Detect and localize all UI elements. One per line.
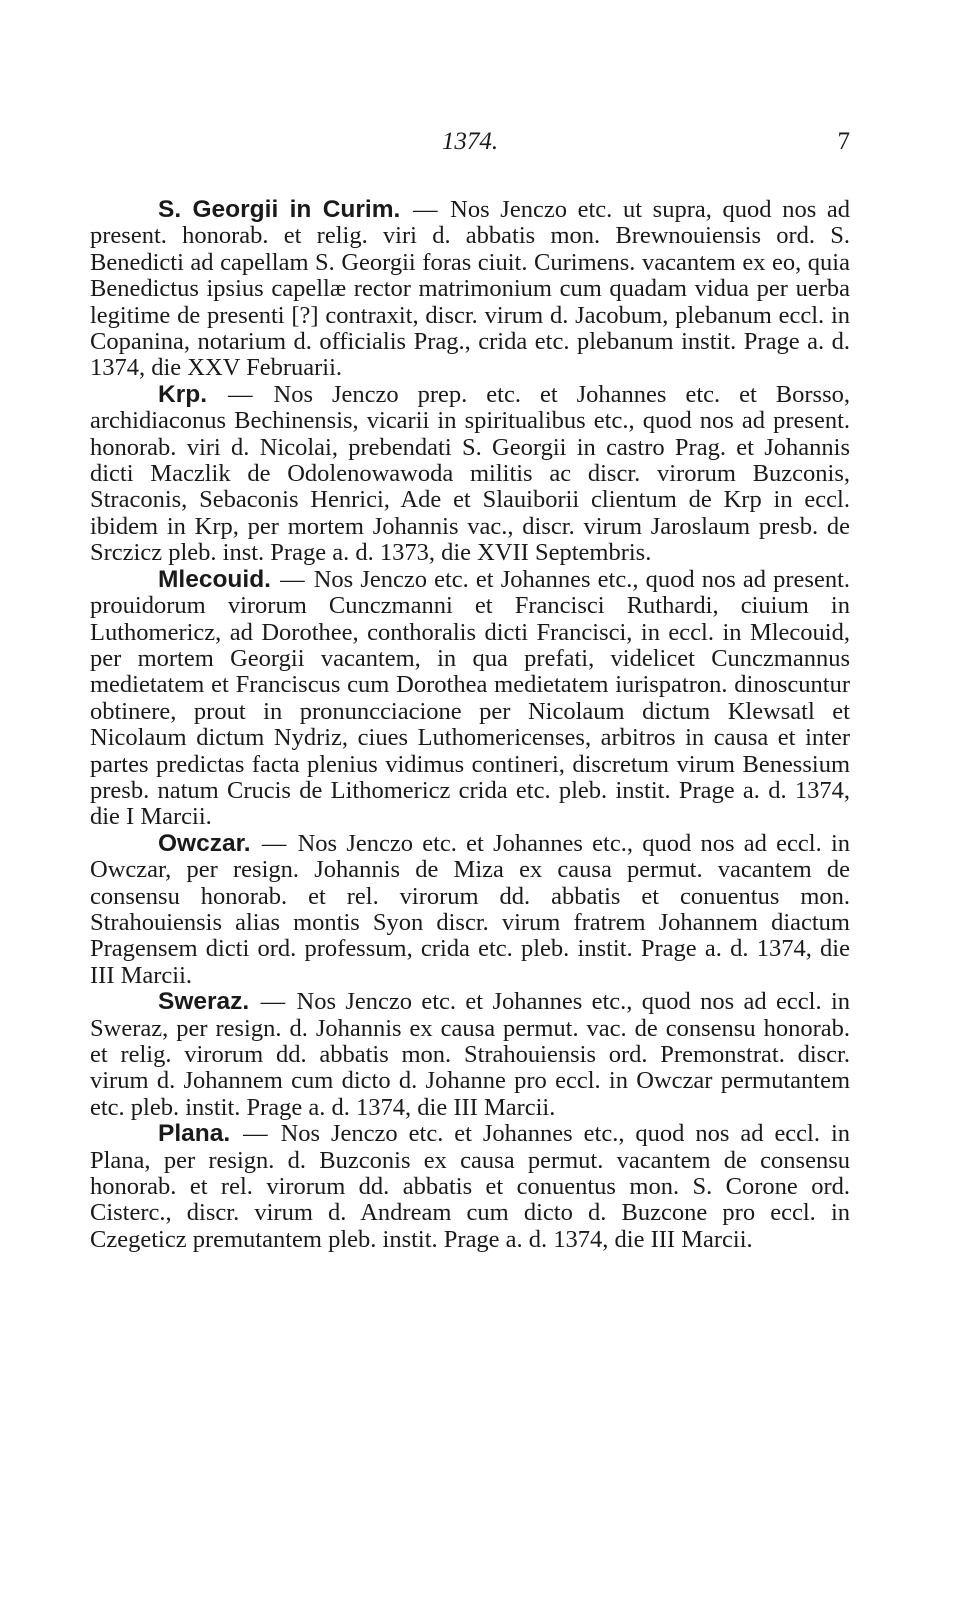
entry-sweraz: Sweraz. — Nos Jenczo etc. et Johannes etc., quod nos ad eccl. in Sweraz, per resign. d. Johannis ex causa permut. vac. de consensu honorab. et relig. virorum dd. abbatis mon. Strahouiensis ord. Premonstrat. discr. virum d. Johannem cum dicto d. Johanne pro eccl. in Owczar permutantem etc. pleb. instit. Prage a. d. 1374, die III Marcii. <box>90 988 851 1121</box>
entry-mlecouid: Mlecouid. — Nos Jenczo etc. et Johannes etc., quod nos ad present. prouidorum virorum Cunczmanni et Francisci Ruthardi, ciuium in Luthomericz, ad Dorothee, conthoralis dicti Francisci, in eccl. in Mlecouid, per mortem Georgii vacantem, in qua prefati, videlicet Cunczmannus medietatem et Franciscus cum Dorothea medietatem iurispatron. dinoscuntur obtinere, prout in pronuncciacione per Nicolaum dictum Klewsatl et Nicolaum dictum Nydriz, ciues Luthomericenses, arbitros in causa et inter partes predictas facta plenius vidimus contineri, discretum virum Benessium presb. natum Crucis de Lithomericz crida etc. pleb. instit. Prage a. d. 1374, die I Marcii. <box>90 565 850 831</box>
entry-owczar: Owczar. — Nos Jenczo etc. et Johannes etc., quod nos ad eccl. in Owczar, per resign. Johannis de Miza ex causa permut. vacantem de consensu honorab. et rel. virorum dd. abbatis et conuentus mon. Strahouiensis alias montis Syon discr. virum fratrem Johannem diactum Pragensem dicti ord. professum, crida etc. pleb. instit. Prage a. d. 1374, die III Marcii. <box>90 829 850 989</box>
entry-krp: Krp. — Nos Jenczo prep. etc. et Johannes etc. et Borsso, archidiaconus Bechinensis, vicarii in spiritualibus etc., quod nos ad present. honorab. viri d. Nicolai, prebendati S. Georgii in castro Prag. et Johannis dicti Maczlik de Odolenowawoda militis ac discr. virorum Buzconis, Straconis, Sebaconis Henrici, Ade et Slauiborii clientum de Krp in eccl. ibidem in Krp, per mortem Johannis vac., discr. virum Jaroslaum presb. de Srczicz pleb. inst. Prage a. d. 1373, die XVII Septembris. <box>90 380 851 567</box>
page-number: 7 <box>837 128 850 155</box>
entry-text: Nos Jenczo etc. et Johannes etc., quod nos ad eccl. in Sweraz, per resign. d. Johannis ex causa permut. vac. de consensu honorab. et relig. virorum dd. abbatis mon. Strahouiensis ord. Premonstrat. discr. virum d. Johannem cum dicto d. Johanne pro eccl. in Owczar permutantem etc. pleb. instit. Prage a. d. 1374, die III Marcii. <box>90 988 851 1121</box>
entry-lemma: Plana. <box>158 1120 231 1148</box>
entry-lemma: Sweraz. <box>158 988 250 1016</box>
entry-text: Nos Jenczo prep. etc. et Johannes etc. et Borsso, archidiaconus Bechinensis, vicarii in spiritualibus etc., quod nos ad present. honorab. viri d. Nicolai, prebendati S. Georgii in castro Prag. et Johannis dicti Maczlik de Odolenowawoda militis ac discr. virorum Buzconis, Straconis, Sebaconis Henrici, Ade et Slauiborii clientum de Krp in eccl. ibidem in Krp, per mortem Johannis vac., discr. virum Jaroslaum presb. de Srczicz pleb. inst. Prage a. d. 1373, die XVII Septembris. <box>90 380 851 567</box>
entry-text: Nos Jenczo etc. et Johannes etc., quod nos ad eccl. in Owczar, per resign. Johannis de Miza ex causa permut. vacantem de consensu honorab. et rel. virorum dd. abbatis et conuentus mon. Strahouiensis alias montis Syon discr. virum fratrem Johannem diactum Pragensem dicti ord. professum, crida etc. pleb. instit. Prage a. d. 1374, die III Marcii. <box>90 829 850 989</box>
entry-plana: Plana. — Nos Jenczo etc. et Johannes etc., quod nos ad eccl. in Plana, per resign. d. Buzconis ex causa permut. vacantem de consensu honorab. et rel. virorum dd. abbatis et conuentus mon. S. Corone ord. Cisterc., discr. virum d. Andream cum dicto d. Buzcone pro eccl. in Czegeticz premutantem pleb. instit. Prage a. d. 1374, die III Marcii. <box>90 1120 851 1253</box>
entry-s-georgii-in-curim: S. Georgii in Curim. — Nos Jenczo etc. ut supra, quod nos ad present. honorab. et relig. viri d. abbatis mon. Brewnouiensis ord. S. Benedicti ad capellam S. Georgii foras ciuit. Curimens. vacantem ex eo, quia Benedictus ipsius capellæ rector matrimonium cum quadam vidua per uerba legitime de presenti [?] contraxit, discr. virum d. Jacobum, plebanum eccl. in Copanina, notarium d. officialis Prag., crida etc. plebanum instit. Prage a. d. 1374, die XXV Februarii. <box>90 196 851 382</box>
entry-text: Nos Jenczo etc. et Johannes etc., quod nos ad present. prouidorum virorum Cunczmanni et Francisci Ruthardi, ciuium in Luthomericz, ad Dorothee, conthoralis dicti Francisci, in eccl. in Mlecouid, per mortem Georgii vacantem, in qua prefati, videlicet Cunczmannus medietatem et Franciscus cum Dorothea medietatem iurispatron. dinoscuntur obtinere, prout in pronuncciacione per Nicolaum dictum Klewsatl et Nicolaum dictum Nydriz, ciues Luthomericenses, arbitros in causa et inter partes predictas facta plenius vidimus contineri, discretum virum Benessium presb. natum Crucis de Lithomericz crida etc. pleb. instit. Prage a. d. 1374, die I Marcii. <box>90 565 850 831</box>
entry-lemma: Krp. <box>158 380 207 408</box>
page-year: 1374. <box>441 128 499 155</box>
entry-text: Nos Jenczo etc. ut supra, quod nos ad present. honorab. et relig. viri d. abbatis mon. Brewnouiensis ord. S. Benedicti ad capellam S. Georgii foras ciuit. Curimens. vacantem ex eo, quia Benedictus ipsius capellæ rector matrimonium cum quadam vidua per uerba legitime de presenti [?] contraxit, discr. virum d. Jacobum, plebanum eccl. in Copanina, notarium d. officialis Prag., crida etc. plebanum instit. Prage a. d. 1374, die XXV Februarii. <box>90 196 851 382</box>
entry-lemma: Owczar. <box>158 829 251 857</box>
page-header <box>90 128 850 164</box>
entry-lemma: Mlecouid. <box>158 565 271 593</box>
entry-lemma: S. Georgii in Curim. <box>158 196 401 223</box>
document-body <box>90 197 850 1253</box>
entry-text: Nos Jenczo etc. et Johannes etc., quod nos ad eccl. in Plana, per resign. d. Buzconis ex causa permut. vacantem de consensu honorab. et rel. virorum dd. abbatis et conuentus mon. S. Corone ord. Cisterc., discr. virum d. Andream cum dicto d. Buzcone pro eccl. in Czegeticz premutantem pleb. instit. Prage a. d. 1374, die III Marcii. <box>90 1120 851 1253</box>
